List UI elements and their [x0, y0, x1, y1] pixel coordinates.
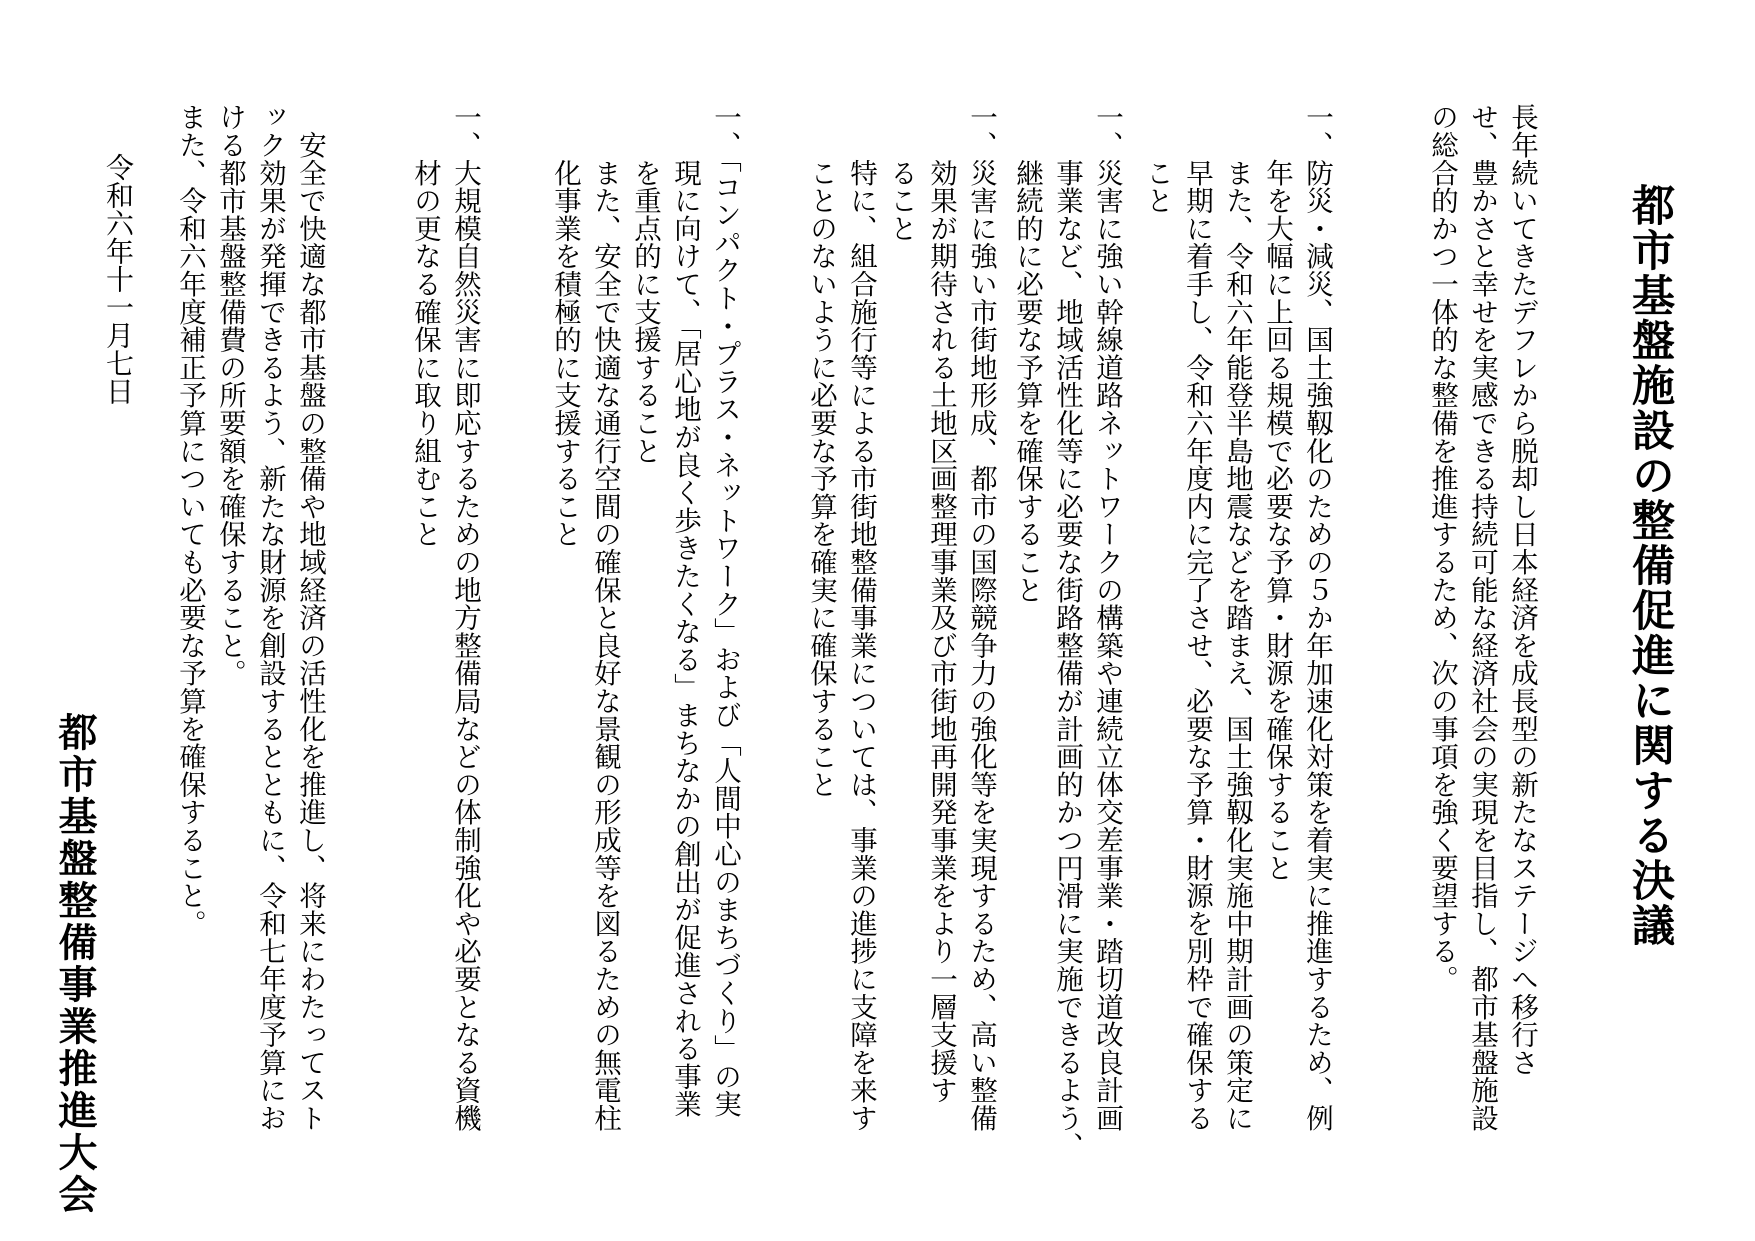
item-line: 一、防災・減災、国土強靱化のための５か年加速化対策を着実に推進するため、例 — [1301, 103, 1333, 1132]
preamble — [1422, 103, 1542, 1183]
resolution-item-4 — [545, 103, 745, 1183]
item-line: また、安全で快適な通行空間の確保と良好な景観の形成等を図るための無電柱 — [589, 103, 621, 1132]
preamble-line: 長年続いてきたデフレから脱却し日本経済を成長型の新たなステージへ移行さ — [1506, 103, 1538, 1076]
item-line: ること — [885, 103, 917, 242]
resolution-item-5 — [405, 103, 485, 1183]
item-line: を重点的に支援すること — [629, 103, 661, 465]
item-line: 一、災害に強い市街地形成、都市の国際競争力の強化等を実現するため、高い整備 — [965, 103, 997, 1132]
resolution-item-1 — [1137, 103, 1337, 1183]
document-date: 令和六年十一月七日 — [102, 153, 135, 405]
item-line: 現に向けて、「居心地が良く歩きたくなる」まちなかの創出が促進される事業 — [669, 103, 701, 1118]
item-line: ことのないように必要な予算を確実に確保すること — [805, 103, 837, 798]
closing-line: ック効果が発揮できるよう、新たな財源を創設するとともに、令和七年度予算にお — [254, 103, 286, 1132]
closing-line: ける都市基盤整備費の所要額を確保すること。 — [214, 103, 246, 687]
item-line: 一、大規模自然災害に即応するための地方整備局などの体制強化や必要となる資機 — [449, 103, 481, 1132]
item-line: 特に、組合施行等による市街地整備事業については、事業の進捗に支障を来す — [845, 103, 877, 1132]
closing-line: また、令和六年度補正予算についても必要な予算を確保すること。 — [174, 103, 206, 937]
closing-line: 安全で快適な都市基盤の整備や地域経済の活性化を推進し、将来にわたってスト — [294, 103, 326, 1132]
item-line: こと — [1141, 103, 1173, 215]
resolution-item-3 — [801, 103, 1001, 1183]
item-line: 材の更なる確保に取り組むこと — [409, 103, 441, 548]
item-line: 一、「コンパクト・プラス・ネットワーク」および「人間中心のまちづくり」の実 — [709, 103, 741, 1118]
preamble-line: の総合的かつ一体的な整備を推進するため、次の事項を強く要望する。 — [1426, 103, 1458, 993]
item-line: 効果が期待される土地区画整理事業及び市街地再開発事業をより一層支援す — [925, 103, 957, 1104]
item-line: 化事業を積極的に支援すること — [549, 103, 581, 548]
item-line: また、令和六年能登半島地震などを踏まえ、国土強靱化実施中期計画の策定に — [1221, 103, 1253, 1132]
item-line: 年を大幅に上回る規模で必要な予算・財源を確保すること — [1261, 103, 1293, 882]
item-line: 継続的に必要な予算を確保すること — [1011, 103, 1043, 604]
document-title: 都市基盤施設の整備促進に関する決議 — [1625, 183, 1675, 948]
resolution-item-2 — [1007, 103, 1127, 1183]
item-line: 一、災害に強い幹線道路ネットワークの構築や連続立体交差事業・踏切道改良計画 — [1091, 103, 1123, 1132]
closing-paragraph — [170, 103, 330, 1183]
item-line: 早期に着手し、令和六年度内に完了させ、必要な予算・財源を別枠で確保する — [1181, 103, 1213, 1132]
preamble-line: せ、豊かさと幸せを実感できる持続可能な経済社会の実現を目指し、都市基盤施設 — [1466, 103, 1498, 1132]
item-line: 事業など、地域活性化等に必要な街路整備が計画的かつ円滑に実施できるよう、 — [1051, 103, 1083, 1160]
organization-name: 都市基盤整備事業推進大会 — [52, 712, 97, 1216]
